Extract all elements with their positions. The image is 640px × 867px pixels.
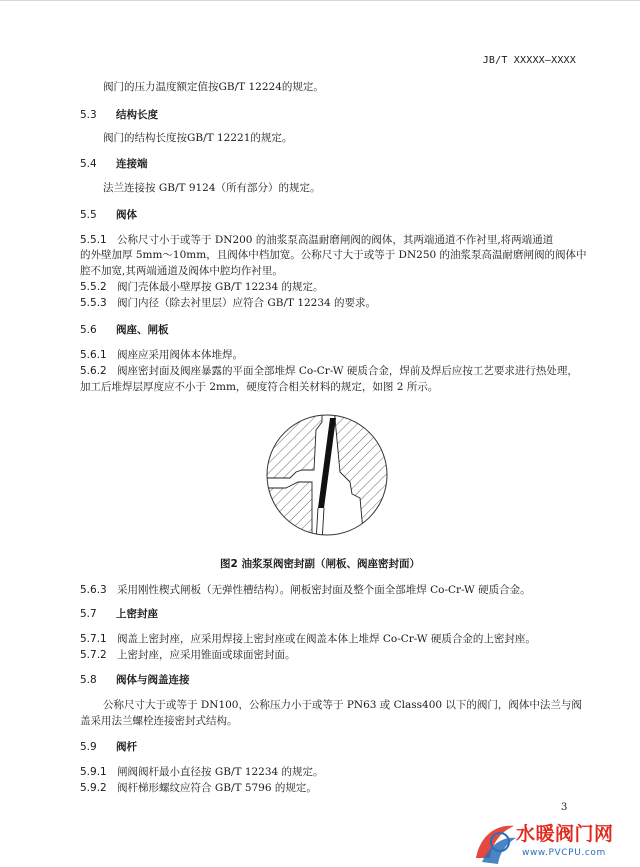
section-number: 5.9 <box>80 741 97 753</box>
paragraph-flange: 法兰连接按 GB/T 9124（所有部分）的规定。 <box>103 182 321 194</box>
clause-text: 阀座密封面及阀座暴露的平面全部堆焊 Co-Cr-W 硬质合金，焊前及焊后应按工艺要求进行热处理， <box>117 365 578 377</box>
clause-text: 阀门内径（除去衬里层）应符合 GB/T 12234 的要求。 <box>117 297 377 309</box>
clause-5-6-2-line-1 <box>80 364 578 378</box>
standard-number: JB/T XXXXX—XXXX <box>482 55 576 66</box>
clause-5-5-1-line-2: 的外壁加厚 5mm～10mm，且阀体中档加宽。公称尺寸大于或等于 DN250 的油浆泵高温耐磨闸阀的阀体中 <box>80 249 587 261</box>
clause-number: 5.5.1 <box>80 234 107 246</box>
clause-5-7-2 <box>80 648 296 662</box>
clause-text: 闸阀阀杆最小直径按 GB/T 12234 的规定。 <box>117 766 324 778</box>
section-number: 5.6 <box>80 324 97 336</box>
figure-caption: 图2 油浆泵阀密封副（闸板、阀座密封面） <box>220 558 420 570</box>
section-title: 阀座、闸板 <box>116 324 169 336</box>
section-title: 上密封座 <box>116 608 158 620</box>
clause-5-5-3 <box>80 296 376 310</box>
clause-5-5-1-line-1 <box>80 233 553 247</box>
seat-ring-section <box>264 482 312 542</box>
clause-text: 公称尺寸小于或等于 DN200 的油浆泵高温耐磨闸阀的阀体，其两端通道不作衬里,将两端通道 <box>117 234 554 246</box>
section-number: 5.3 <box>80 109 97 121</box>
clause-5-6-2-line-2: 加工后堆焊层厚度应不小于 2mm，硬度符合相关材料的规定，如图 2 所示。 <box>80 381 439 393</box>
seat-edge-line <box>316 508 318 542</box>
section-number: 5.4 <box>80 158 97 170</box>
section-number: 5.7 <box>80 608 97 620</box>
section-title: 阀体 <box>116 209 137 221</box>
clause-number: 5.9.1 <box>80 766 107 778</box>
seat-edge-line <box>322 508 324 542</box>
page-number: 3 <box>561 802 568 813</box>
clause-5-5-1-line-3: 腔不加宽,其两端通道及阀体中腔均作衬里。 <box>80 265 283 277</box>
clause-5-6-1 <box>80 348 243 362</box>
paragraph-5-8-line-1: 公称尺寸大于或等于 DN100，公称压力小于或等于 PN63 或 Class400 以下的阀门，阀体中法兰与阀 <box>103 699 582 711</box>
clause-5-9-1 <box>80 765 324 779</box>
watermark-site-name: 水暖阀门网 <box>516 823 614 845</box>
clause-number: 5.9.2 <box>80 782 107 794</box>
clause-number: 5.7.1 <box>80 633 107 645</box>
clause-number: 5.7.2 <box>80 649 107 661</box>
section-5-7 <box>80 607 158 621</box>
section-5-8 <box>80 673 190 687</box>
paragraph-pressure-rating: 阀门的压力温度额定值按GB/T 12224的规定。 <box>103 81 324 93</box>
valve-body-section <box>264 408 322 478</box>
clause-number: 5.5.2 <box>80 281 107 293</box>
section-5-9 <box>80 740 137 754</box>
clause-5-7-1 <box>80 632 536 646</box>
paragraph-5-8-line-2: 盖采用法兰螺栓连接密封式结构。 <box>80 715 238 727</box>
watermark-url: www.PVCPU.com <box>522 848 606 858</box>
clause-number: 5.6.1 <box>80 349 107 361</box>
clause-number: 5.5.3 <box>80 297 107 309</box>
figure-2-seal-drawing <box>264 408 390 542</box>
section-number: 5.8 <box>80 674 97 686</box>
section-5-6 <box>80 323 169 337</box>
clause-5-6-3 <box>80 583 531 597</box>
top-border <box>0 0 640 1</box>
paragraph-structure-length: 阀门的结构长度按GB/T 12221的规定。 <box>103 132 293 144</box>
section-5-4 <box>80 157 148 171</box>
hardfacing-layer <box>318 418 336 508</box>
section-title: 结构长度 <box>116 109 158 121</box>
section-5-3 <box>80 108 158 122</box>
clause-text: 采用刚性楔式闸板（无弹性槽结构）。闸板密封面及整个面全部堆焊 Co-Cr-W 硬质合金。 <box>117 584 531 596</box>
clause-5-9-2 <box>80 781 317 795</box>
clause-text: 阀盖上密封座，应采用焊接上密封座或在阀盖本体上堆焊 Co-Cr-W 硬质合金的上密封座。 <box>117 633 536 645</box>
section-title: 阀体与阀盖连接 <box>116 674 190 686</box>
gate-disc-section <box>334 408 390 542</box>
section-title: 连接端 <box>116 158 148 170</box>
clause-5-5-2 <box>80 280 324 294</box>
clause-text: 上密封座，应采用锥面或球面密封面。 <box>117 649 296 661</box>
clause-text: 阀座应采用阀体本体堆焊。 <box>117 349 243 361</box>
section-title: 阀杆 <box>116 741 137 753</box>
clause-text: 阀门壳体最小壁厚按 GB/T 12234 的规定。 <box>117 281 324 293</box>
section-5-5 <box>80 208 137 222</box>
clause-number: 5.6.2 <box>80 365 107 377</box>
clause-text: 阀杆梯形螺纹应符合 GB/T 5796 的规定。 <box>117 782 317 794</box>
clause-number: 5.6.3 <box>80 584 107 596</box>
section-number: 5.5 <box>80 209 97 221</box>
